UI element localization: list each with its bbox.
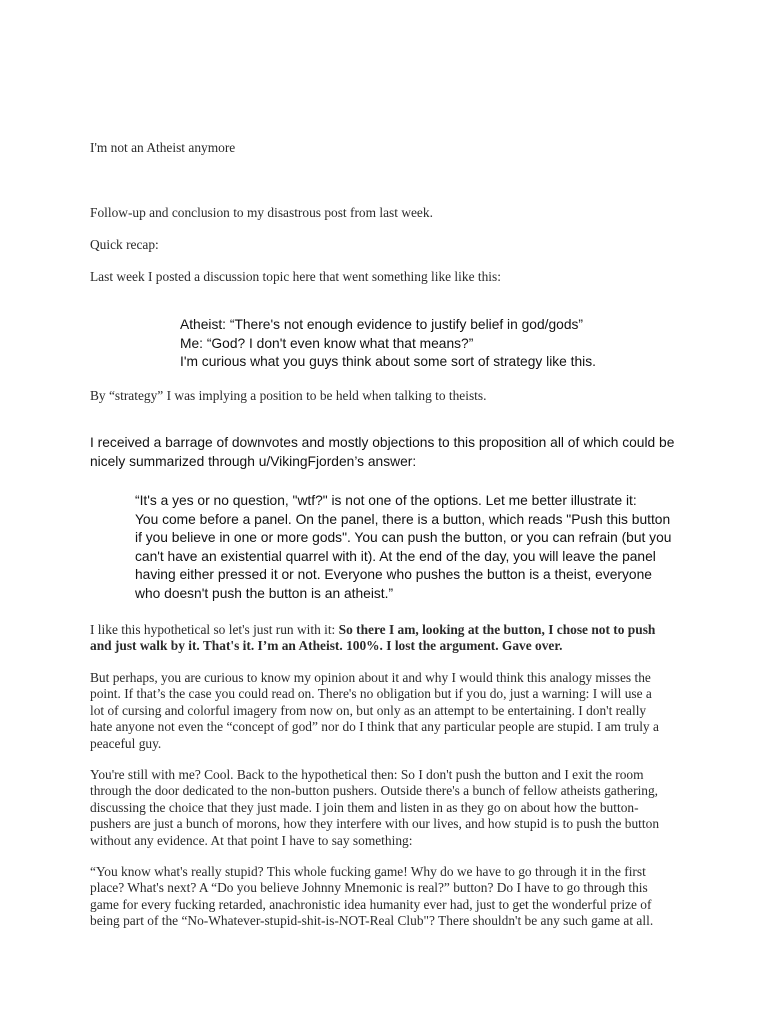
recap-label: Quick recap: xyxy=(90,237,159,252)
paragraph-line: game for every fucking retarded, anachronistic idea humanity ever had, just to get the wonderful prize of xyxy=(90,896,652,912)
paragraph-line: discussing the choice that they just made. I join them and listen in as they go on about how the button- xyxy=(90,799,639,815)
received-paragraph xyxy=(90,434,674,471)
quote-line: can't have an existential quarrel with it). At the end of the day, you will leave the panel xyxy=(135,548,656,564)
bold-text: So there I am, looking at the button, I chose not to push xyxy=(338,622,656,637)
quote-line: “It's a yes or no question, "wtf?" is not one of the options. Let me better illustrate it: xyxy=(135,493,637,508)
paragraph-line: being part of the “No-Whatever-stupid-shit-is-NOT-Real Club"? There shouldn't be any such game at all. xyxy=(90,913,654,929)
rant-paragraph xyxy=(90,864,653,930)
hypothetical-paragraph xyxy=(90,622,655,655)
last-week-paragraph: Last week I posted a discussion topic here that went something like like this: xyxy=(90,269,501,284)
paragraph-line xyxy=(90,638,655,654)
paragraph-line: nicely summarized through u/VikingFjorden’s answer: xyxy=(90,453,417,469)
paragraph-line: point. If that’s the case you could read on. There's no obligation but if you do, just a warning: I will use a xyxy=(90,686,652,702)
plain-text: I like this hypothetical so let's just run with it: xyxy=(90,622,339,637)
strategy-note: By “strategy” I was implying a position to be held when talking to theists. xyxy=(90,388,487,403)
document-title: I'm not an Atheist anymore xyxy=(90,140,236,155)
opinion-paragraph xyxy=(90,670,659,752)
paragraph-line: But perhaps, you are curious to know my opinion about it and why I would think this analogy misses the xyxy=(90,670,651,685)
paragraph-line: without any evidence. At that point I have to say something: xyxy=(90,832,413,848)
quote-line: who doesn't push the button is an atheist.” xyxy=(135,585,394,601)
intro-paragraph: Follow-up and conclusion to my disastrous post from last week. xyxy=(90,205,433,220)
quote-block-original-post xyxy=(180,316,596,372)
bold-text: and just walk by it. That's it. I’m an Atheist. 100%. I lost the argument. Gave over. xyxy=(90,638,563,654)
quote-line: if you believe in one or more gods". You can push the button, or you can refrain (but you xyxy=(135,530,672,545)
quote-line: having either pressed it or not. Everyone who pushes the button is a theist, everyone xyxy=(135,567,652,582)
paragraph-line: place? What's next? A “Do you believe Johnny Mnemonic is real?” button? Do I have to go through this xyxy=(90,880,648,896)
quote-line: You come before a panel. On the panel, there is a button, which reads "Push this button xyxy=(135,511,671,527)
paragraph-line: “You know what's really stupid? This whole fucking game! Why do we have to go through it in the first xyxy=(90,864,646,879)
paragraph-line: lot of cursing and colorful imagery from now on, but only as an attempt to be entertaining. I don't really xyxy=(90,702,647,718)
still-with-me-paragraph xyxy=(90,767,659,849)
paragraph-line: peaceful guy. xyxy=(90,735,162,751)
quote-block-vikingfjorden xyxy=(135,492,671,603)
paragraph-line xyxy=(90,622,655,638)
paragraph-line: I received a barrage of downvotes and mostly objections to this proposition all of which could be xyxy=(90,435,675,450)
quote-line: Me: “God? I don't even know what that means?” xyxy=(180,335,474,351)
quote-line: I'm curious what you guys think about some sort of strategy like this. xyxy=(180,354,596,370)
paragraph-line: hate anyone not even the “concept of god” nor do I think that any particular people are stupid. I am truly a xyxy=(90,719,659,735)
paragraph-line: through the door dedicated to the non-button pushers. Outside there's a bunch of fellow atheists gathering, xyxy=(90,783,659,799)
paragraph-line: You're still with me? Cool. Back to the hypothetical then: So I don't push the button and I exit the room xyxy=(90,767,644,782)
paragraph-line: pushers are just a bunch of morons, how they interfere with our lives, and how stupid is to push the button xyxy=(90,816,660,832)
quote-line: Atheist: “There's not enough evidence to justify belief in god/gods” xyxy=(180,317,583,332)
